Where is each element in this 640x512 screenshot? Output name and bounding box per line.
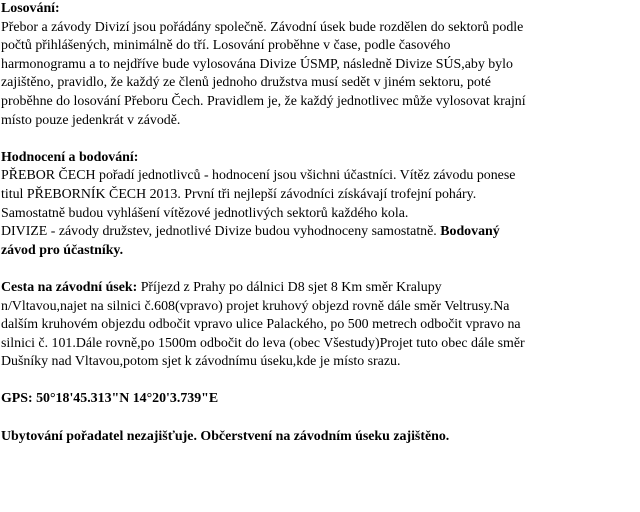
losovani-text: Přebor a závody Divizí jsou pořádány společně. Závodní úsek bude rozdělen do sektorů podle počtů přihlášených, minimálně do tří. Losování proběhne v čase, podle časového harmonogramu a to nejdříve bude vylosována Divize ÚSMP, následně Divize SÚS,aby bylo zajištěno, pravidlo, že každý ze členů jednoho družstva musí sedět v jiném sektoru, poté proběhne do losování Přeboru Čech. Pravidlem je, že každý jednotlivec může vylosovat krajní místo pouze jedenkrát v závodě. bbox=[1, 19, 526, 128]
spacer bbox=[1, 260, 621, 279]
spacer bbox=[1, 372, 621, 391]
hodnoceni-heading: Hodnocení a bodování: bbox=[1, 149, 139, 165]
bodovany-zavod-text: Bodovaný závod pro účastníky. bbox=[1, 224, 500, 258]
spacer bbox=[1, 130, 621, 149]
cesta-text: Příjezd z Prahy po dálnici D8 sjet 8 Km směr Kralupy n/Vltavou,najet na silnici č.608(vpravo) projet kruhový objezd rovně dále směr Veltrusy.Na dalším kruhovém objezdu odbočit vpravo ulice Palackého, po 500 metrech odbočit vpravo na silnici č. 101.Dále rovně,po 1500m odbočit do leva (obec Všestudy)Projet tuto obec dále směr Dušníky nad Vltavou,potom sjet k závodnímu úseku,kde je místo srazu. bbox=[1, 279, 525, 370]
divize-text: DIVIZE - závody družstev, jednotlivé Divize budou vyhodnoceny samostatně. bbox=[1, 224, 441, 240]
gps-coordinates: GPS: 50°18'45.313"N 14°20'3.739"E bbox=[1, 391, 219, 407]
cesta-paragraph bbox=[1, 279, 621, 372]
hodnoceni-text-2 bbox=[1, 223, 621, 260]
document-body bbox=[1, 0, 621, 446]
losovani-heading: Losování: bbox=[1, 1, 60, 16]
spacer bbox=[1, 409, 621, 428]
hodnoceni-text-1: PŘEBOR ČECH pořadí jednotlivců - hodnocení jsou všichni účastníci. Vítěz závodu ponese titul PŘEBORNÍK ČECH 2013. První tři nejlepší závodníci získávají trofejní poháry. Samostatně budou vyhlášení vítězové jednotlivých sektorů každého kola. bbox=[1, 168, 516, 221]
cesta-heading: Cesta na závodní úsek: bbox=[1, 279, 138, 295]
ubytovani-text: Ubytování pořadatel nezajišťuje. Občerstvení na závodním úseku zajištěno. bbox=[1, 428, 450, 444]
